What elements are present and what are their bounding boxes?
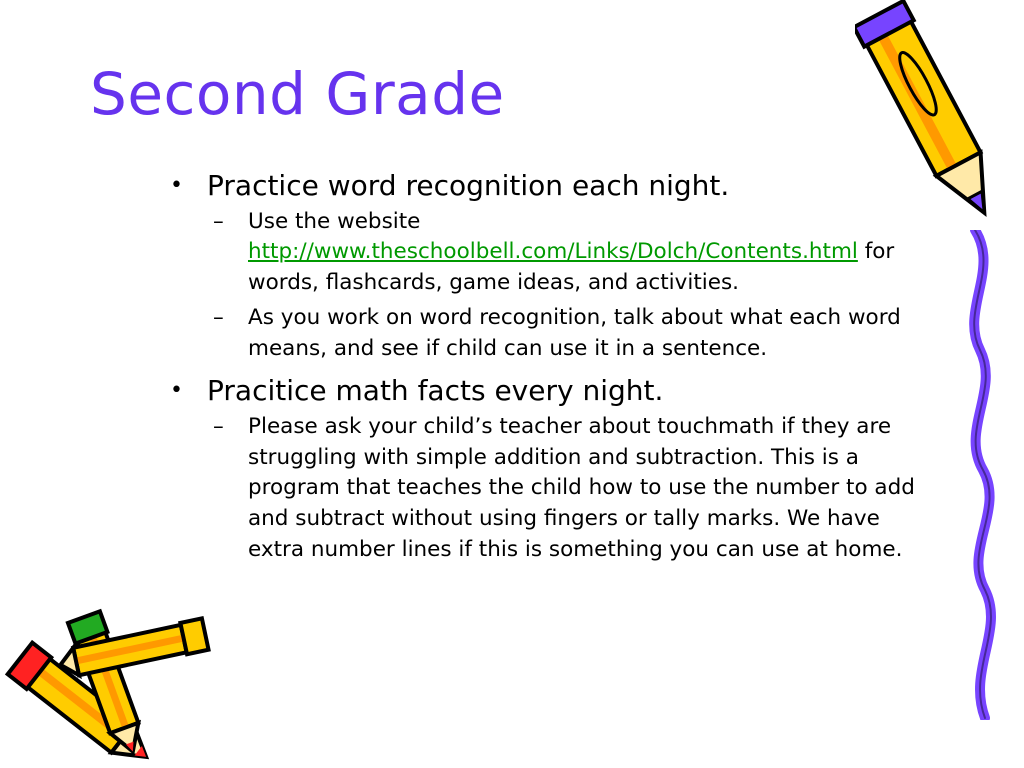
sub-bullet-text: As you work on word recognition, talk about what each word means, and see if child can use it in a sentence. <box>248 304 901 361</box>
sub-bullet-item <box>213 207 935 299</box>
sub-bullet-pre: Use the website <box>248 208 421 234</box>
bullet-item <box>165 169 935 203</box>
wavy-line-icon <box>955 230 1015 720</box>
sub-bullet-item <box>213 303 935 364</box>
bullet-marker: • <box>170 173 183 198</box>
sub-bullet-marker: – <box>213 304 224 330</box>
bullet-text: Pracitice math facts every night. <box>207 374 664 408</box>
sub-bullet-marker: – <box>213 208 224 234</box>
sub-bullet-marker: – <box>213 413 224 439</box>
slide-body <box>165 165 935 566</box>
pencil-clipart-icon <box>55 610 215 690</box>
website-link[interactable]: http://www.theschoolbell.com/Links/Dolch/Contents.html <box>248 239 858 265</box>
sub-bullet-text <box>248 207 935 299</box>
slide-title: Second Grade <box>90 60 505 128</box>
bullet-item <box>165 374 935 408</box>
bullet-text: Practice word recognition each night. <box>207 169 730 202</box>
sub-bullet-text: Please ask your child’s teacher about touchmath if they are struggling with simple addition and subtraction. This is a program that teaches the child how to use the number to add and subtract without using fingers or tally marks. We have extra number lines if this is something you can use at home. <box>248 413 915 562</box>
pencil-clipart-icon <box>855 0 1015 245</box>
bullet-marker: • <box>170 378 183 404</box>
sub-bullet-post: for words, flashcards, game ideas, and activities. <box>248 239 895 296</box>
sub-bullet-item <box>213 412 935 566</box>
